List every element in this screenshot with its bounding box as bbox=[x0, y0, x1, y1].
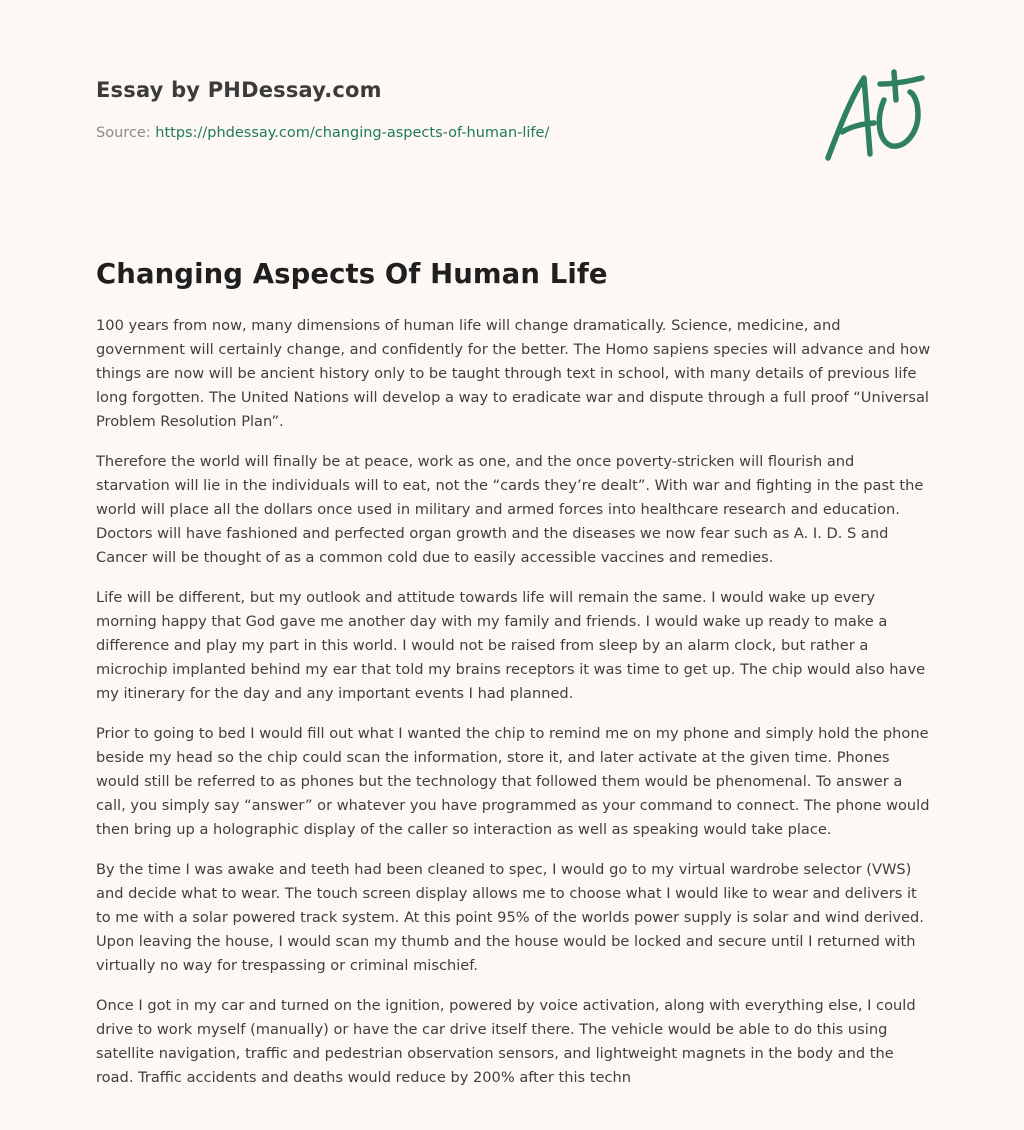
source-label: Source: bbox=[96, 125, 151, 141]
paragraph: 100 years from now, many dimensions of human life will change dramatically. Science, medicine, and government will certainly change, and confidently for the better. The Homo sapiens species will advance and how things are now will be ancient history only to be taught through text in school, with many details of previous life long forgotten. The United Nations will develop a way to eradicate war and dispute through a full proof “Universal Problem Resolution Plan”. bbox=[96, 317, 931, 430]
brand-title: Essay by PHDessay.com bbox=[96, 78, 382, 102]
essay-header bbox=[96, 76, 696, 143]
essay-title: Changing Aspects Of Human Life bbox=[96, 258, 608, 290]
paragraph: Once I got in my car and turned on the ignition, powered by voice activation, along with everything else, I could drive to work myself (manually) or have the car drive itself there. The vehicle would be able to do this using satellite navigation, traffic and pedestrian observation sensors, and lightweight magnets in the body and the road. Traffic accidents and deaths would reduce by 200% after this techn bbox=[96, 997, 916, 1086]
paragraph: By the time I was awake and teeth had been cleaned to spec, I would go to my virtual wardrobe selector (VWS) and decide what to wear. The touch screen display allows me to choose what I would like to wear and delivers it to me with a solar powered track system. At this point 95% of the worlds power supply is solar and wind derived. Upon leaving the house, I would scan my thumb and the house would be locked and secure until I returned with virtually no way for trespassing or criminal mischief. bbox=[96, 861, 924, 974]
paragraph: Life will be different, but my outlook and attitude towards life will remain the same. I would wake up every morning happy that God gave me another day with my family and friends. I would wake up ready to make a difference and play my part in this world. I would not be raised from sleep by an alarm clock, but rather a microchip implanted behind my ear that told my brains receptors it was time to get up. The chip would also have my itinerary for the day and any important events I had planned. bbox=[96, 589, 926, 702]
essay-body bbox=[96, 314, 932, 1106]
source-link[interactable]: https://phdessay.com/changing-aspects-of-human-life/ bbox=[155, 125, 550, 141]
paragraph: Prior to going to bed I would fill out what I wanted the chip to remind me on my phone and simply hold the phone beside my head so the chip could scan the information, store it, and later activate at the given time. Phones would still be referred to as phones but the technology that followed them would be phenomenal. To answer a call, you simply say “answer” or whatever you have programmed as your command to connect. The phone would then bring up a holographic display of the caller so interaction as well as speaking would take place. bbox=[96, 725, 930, 838]
paragraph: Therefore the world will finally be at peace, work as one, and the once poverty-stricken will flourish and starvation will lie in the individuals will to eat, not the “cards they’re dealt”. With war and fighting in the past the world will place all the dollars once used in military and armed forces into healthcare research and education. Doctors will have fashioned and perfected organ growth and the diseases we now fear such as A. I. D. S and Cancer will be thought of as a common cold due to easily accessible vaccines and remedies. bbox=[96, 453, 924, 566]
a-plus-logo-icon bbox=[818, 66, 930, 166]
source-line bbox=[96, 123, 696, 143]
